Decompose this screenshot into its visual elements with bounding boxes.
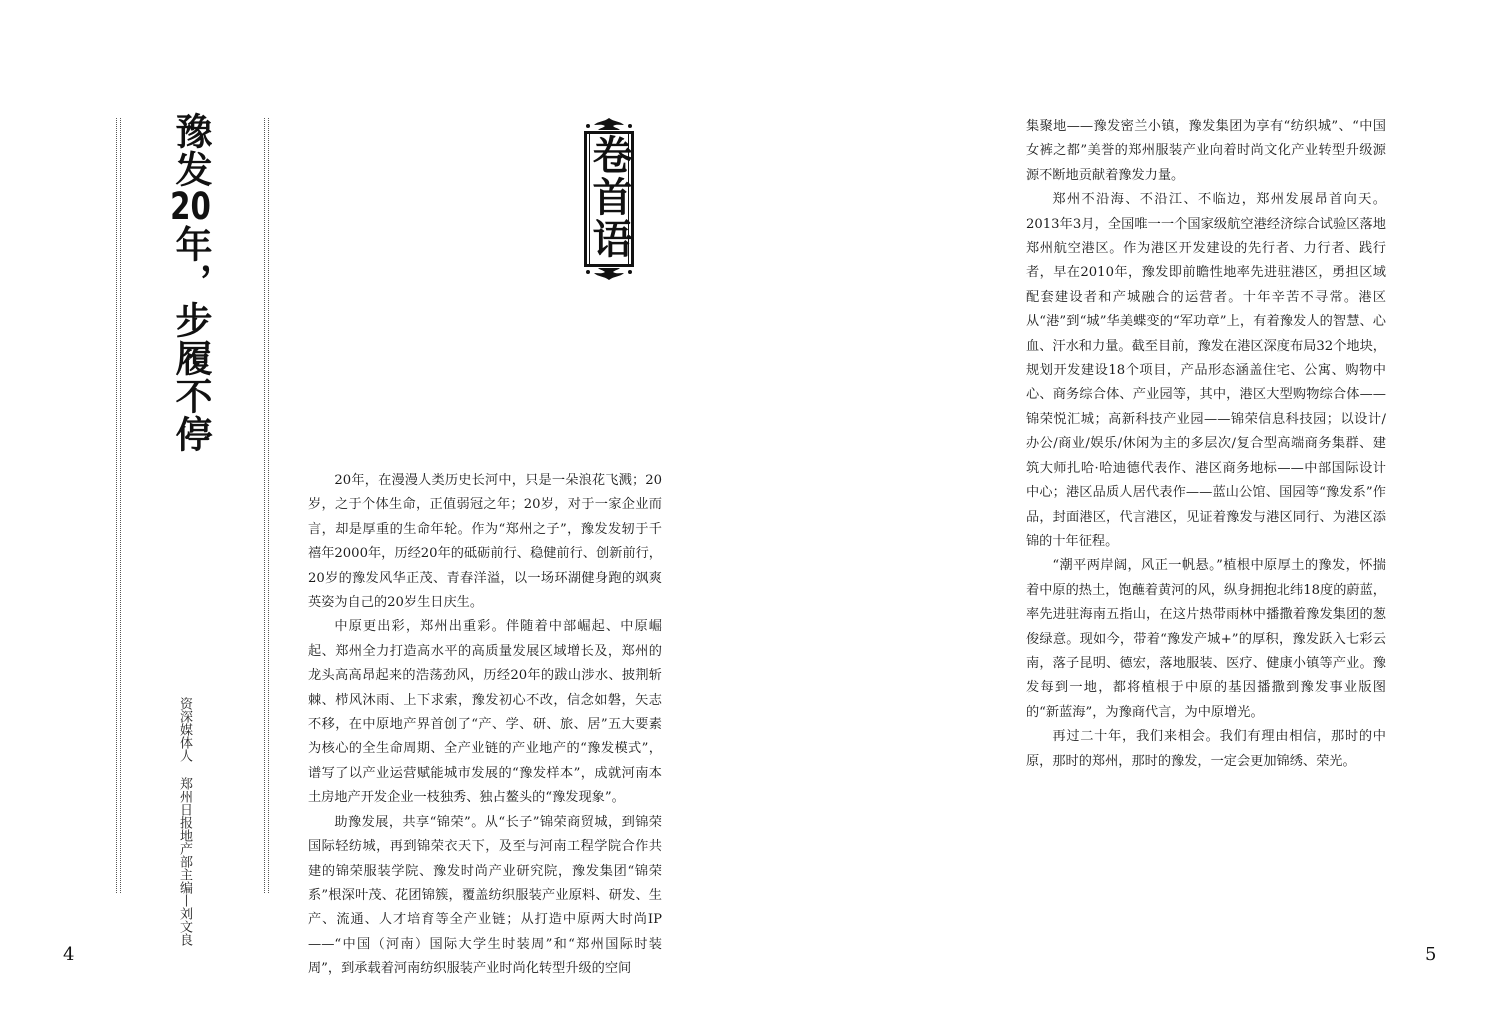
- heading-text: 卷首语: [586, 134, 632, 260]
- paragraph: “潮平两岸阔，风正一帆悬。”植根中原厚土的豫发，怀揣着中原的热土，饱蘸着黄河的风，纵身拥抱北纬18度的蔚蓝，率先进驻海南五指山，在这片热带雨林中播撒着豫发集团的葱俊绿意。现如今，带着“豫发产城+”的厚积，豫发跃入七彩云南，落子昆明、德宏，落地服装、医疗、健康小镇等产业。豫发每到一地，都将植根于中原的基因播撒到豫发事业版图的“新蓝海”，为豫商代言，为中原增光。: [1026, 558, 1386, 720]
- page-number-left: 4: [63, 944, 75, 965]
- page-number-right: 5: [1425, 944, 1437, 965]
- paragraph: 中原更出彩，郑州出重彩。伴随着中部崛起、中原崛起、郑州全力打造高水平的高质量发展区域增长及，郑州的龙头高高昂起来的浩荡劲风，历经20年的跋山涉水、披荆斩棘、栉风沐雨、上下求索，豫发初心不改，信念如磐，矢志不移，在中原地产界首创了“产、学、研、旅、居”五大要素为核心的全生命周期、全产业链的产业地产的“豫发模式”，谱写了以产业运营赋能城市发展的“豫发样本”，成就河南本土房地产开发企业一枝独秀、独占鳌头的“豫发现象”。: [308, 619, 662, 806]
- chapter-heading: [578, 116, 640, 282]
- paragraph: 20年，在漫漫人类历史长河中，只是一朵浪花飞溅；20岁，之于个体生命，正值弱冠之年；20岁，对于一家企业而言，却是厚重的生命年轮。作为“郑州之子”，豫发发轫于千禧年2000年，历经20年的砥砺前行、稳健前行、创新前行，20岁的豫发风华正茂、青春洋溢，以一场环湖健身跑的飒爽英姿为自己的20岁生日庆生。: [308, 473, 662, 611]
- paragraph: 郑州不沿海、不沿江、不临边，郑州发展昂首向天。2013年3月，全国唯一一个国家级航空港经济综合试验区落地郑州航空港区。作为港区开发建设的先行者、力行者、践行者，早在2010年，豫发即前瞻性地率先进驻港区，勇担区域配套建设者和产城融合的运营者。十年辛苦不寻常。港区从“港”到“城”华美蝶变的“军功章”上，有着豫发人的智慧、心血、汗水和力量。截至目前，豫发在港区深度布局32个地块，规划开发建设18个项目，产品形态涵盖住宅、公寓、购物中心、商务综合体、产业园等，其中，港区大型购物综合体——锦荣悦汇城；高新科技产业园——锦荣信息科技园；以设计/办公/商业/娱乐/休闲为主的多层次/复合型高端商务集群、建筑大师扎哈·哈迪德代表作、港区商务地标——中部国际设计中心；港区品质人居代表作——蓝山公馆、国园等“豫发系”作品，封面港区，代言港区，见证着豫发与港区同行、为港区添锦的十年征程。: [1026, 192, 1386, 549]
- right-dotted-rule: [264, 118, 269, 893]
- left-column: [308, 469, 662, 982]
- article-title: 豫发20年，步履不停: [169, 112, 212, 453]
- paragraph: 助豫发展，共享“锦荣”。从“长子”锦荣商贸城，到锦荣国际轻纺城，再到锦荣衣天下，及至与河南工程学院合作共建的锦荣服装学院、豫发时尚产业研究院，豫发集团“锦荣系”根深叶茂、花团锦簇，覆盖纺织服装产业原料、研发、生产、流通、人才培育等全产业链；从打造中原两大时尚IP——“中国（河南）国际大学生时装周”和“郑州国际时装周”，到承载着河南纺织服装产业时尚化转型升级的空间: [308, 814, 662, 977]
- right-column: [1026, 115, 1386, 774]
- author-byline: 资深媒体人 郑州日报地产部主编丨刘文良: [177, 697, 192, 946]
- left-dotted-rule: [116, 118, 121, 893]
- paragraph-continued: 集聚地——豫发密兰小镇，豫发集团为享有“纺织城”、“中国女裤之都”美誉的郑州服装产业向着时尚文化产业转型升级源源不断地贡献着豫发力量。: [1026, 119, 1386, 183]
- paragraph: 再过二十年，我们来相会。我们有理由相信，那时的中原，那时的郑州，那时的豫发，一定会更加锦绣、荣光。: [1026, 729, 1386, 769]
